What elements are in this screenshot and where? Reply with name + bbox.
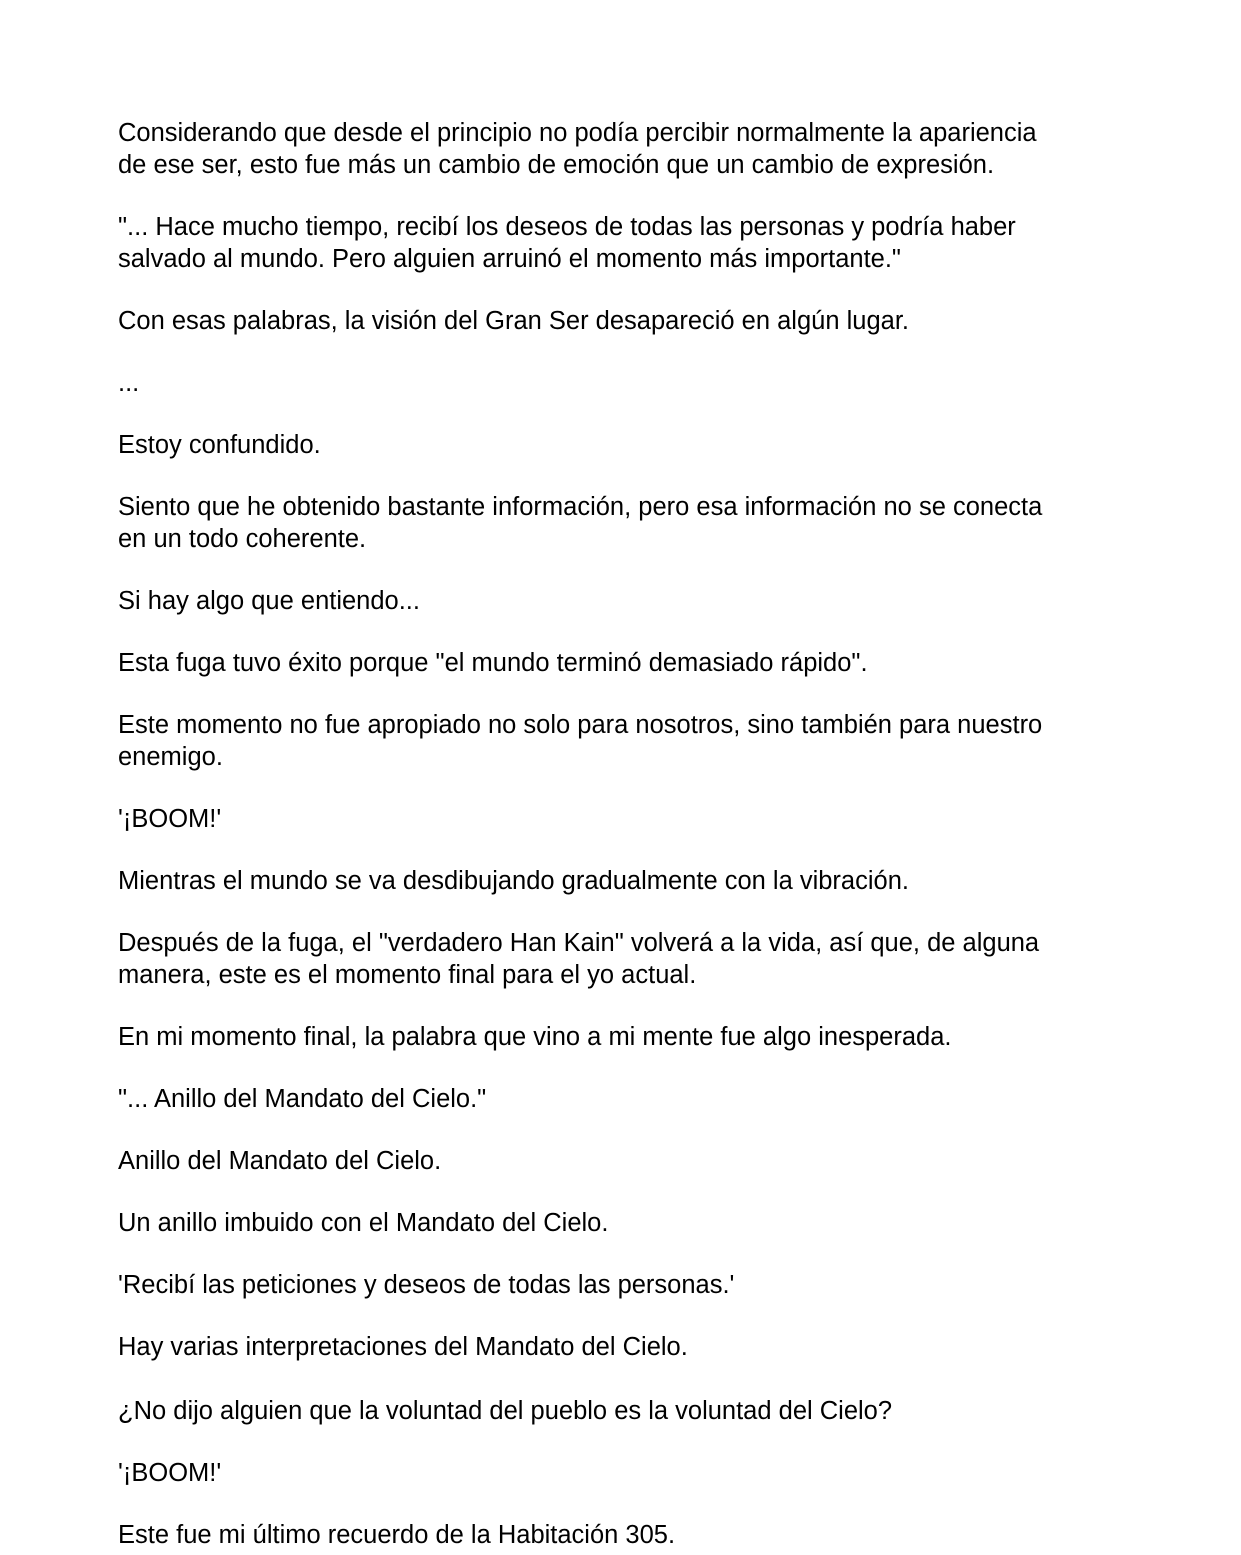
text-line: Considerando que desde el principio no podía percibir normalmente la apariencia: [118, 119, 1037, 147]
text-line: manera, este es el momento final para el yo actual.: [118, 961, 697, 989]
paragraph: [118, 1395, 1118, 1427]
paragraph: [118, 709, 1118, 773]
paragraph: [118, 305, 1118, 337]
text-line: salvado al mundo. Pero alguien arruinó el momento más importante.": [118, 245, 901, 273]
text-line: Hay varias interpretaciones del Mandato del Cielo.: [118, 1333, 688, 1361]
text-line: ...: [118, 369, 140, 397]
paragraph: [118, 1519, 1118, 1551]
paragraph: [118, 585, 1118, 617]
paragraph: [118, 1269, 1118, 1301]
text-line: Este fue mi último recuerdo de la Habitación 305.: [118, 1521, 676, 1549]
paragraph: [118, 1331, 1118, 1363]
text-line: Siento que he obtenido bastante información, pero esa información no se conecta: [118, 493, 1043, 521]
text-line: ¿No dijo alguien que la voluntad del pueblo es la voluntad del Cielo?: [118, 1397, 893, 1425]
text-line: "... Hace mucho tiempo, recibí los deseos de todas las personas y podría haber: [118, 213, 1016, 241]
paragraph: [118, 1207, 1118, 1239]
paragraph: [118, 1021, 1118, 1053]
paragraph: [118, 803, 1118, 835]
text-line: enemigo.: [118, 743, 223, 771]
paragraph: [118, 647, 1118, 679]
text-line: Estoy confundido.: [118, 431, 321, 459]
text-line: Esta fuga tuvo éxito porque "el mundo terminó demasiado rápido".: [118, 649, 868, 677]
text-line: Con esas palabras, la visión del Gran Ser desapareció en algún lugar.: [118, 307, 909, 335]
text-line: En mi momento final, la palabra que vino a mi mente fue algo inesperada.: [118, 1023, 952, 1051]
text-line: Después de la fuga, el "verdadero Han Kain" volverá a la vida, así que, de alguna: [118, 929, 1040, 957]
text-line: Anillo del Mandato del Cielo.: [118, 1147, 442, 1175]
paragraph: [118, 491, 1118, 555]
text-line: '¡BOOM!': [118, 805, 222, 833]
paragraph: [118, 367, 1118, 399]
text-line: de ese ser, esto fue más un cambio de emoción que un cambio de expresión.: [118, 151, 995, 179]
text-line: en un todo coherente.: [118, 525, 367, 553]
text-line: Si hay algo que entiendo...: [118, 587, 420, 615]
paragraph: [118, 865, 1118, 897]
paragraph: [118, 1457, 1118, 1489]
text-line: Un anillo imbuido con el Mandato del Cielo.: [118, 1209, 609, 1237]
text-line: "... Anillo del Mandato del Cielo.": [118, 1085, 487, 1113]
paragraph: [118, 1083, 1118, 1115]
paragraph: [118, 429, 1118, 461]
paragraph: [118, 211, 1118, 275]
text-line: 'Recibí las peticiones y deseos de todas las personas.': [118, 1271, 735, 1299]
paragraph: [118, 1145, 1118, 1177]
paragraph: [118, 927, 1118, 991]
text-line: '¡BOOM!': [118, 1459, 222, 1487]
paragraph: [118, 117, 1118, 181]
text-line: Este momento no fue apropiado no solo para nosotros, sino también para nuestro: [118, 711, 1043, 739]
text-line: Mientras el mundo se va desdibujando gradualmente con la vibración.: [118, 867, 909, 895]
